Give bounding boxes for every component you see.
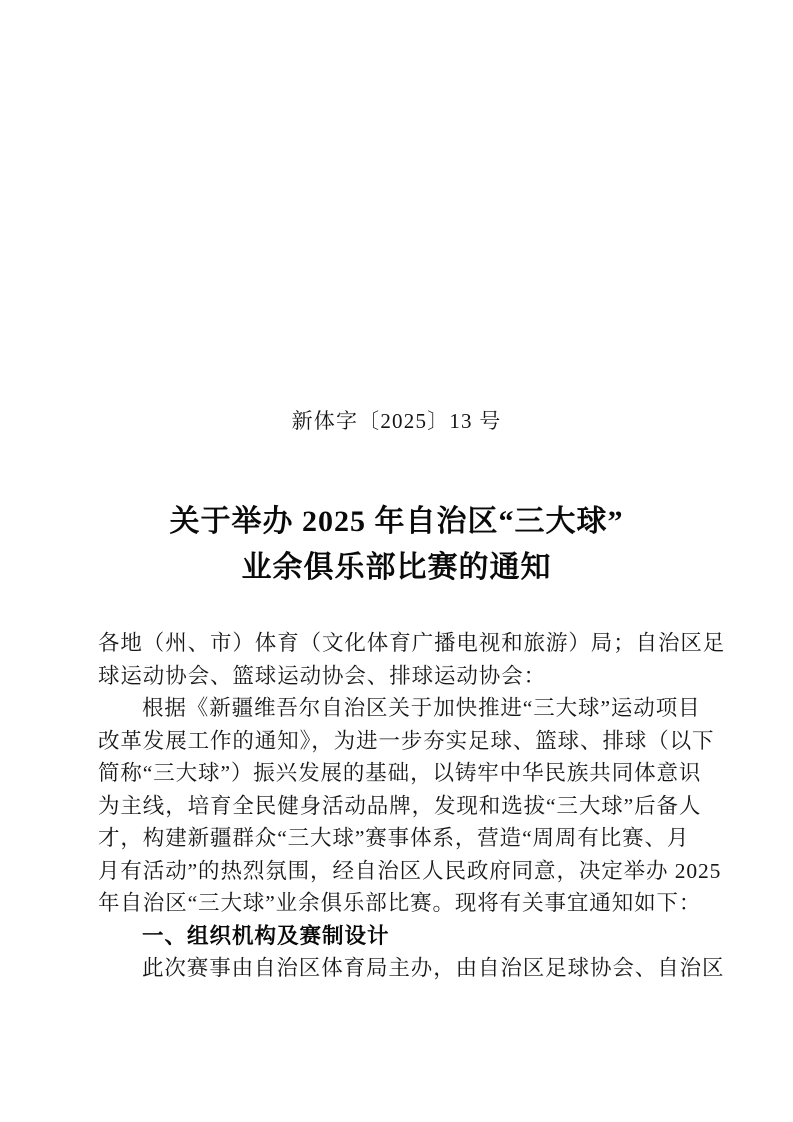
- document-title-line-2: 业余俱乐部比赛的通知: [241, 551, 552, 584]
- section-body-line-1: 此次赛事由自治区体育局主办，由自治区足球协会、自治区: [142, 956, 725, 980]
- addressee-line-1: 各地（州、市）体育（文化体育广播电视和旅游）局；自治区足: [98, 631, 726, 655]
- document-title-line-1: 关于举办 2025 年自治区“三大球”: [169, 505, 624, 538]
- document-title: [0, 499, 793, 591]
- body-line-7: 年自治区“三大球”业余俱乐部比赛。现将有关事宜通知如下：: [98, 891, 702, 915]
- section-heading-1: 一、组织机构及赛制设计: [142, 923, 390, 948]
- document-body: [0, 627, 793, 985]
- body-line-2: 改革发展工作的通知》，为进一步夯实足球、篮球、排球（以下: [98, 728, 715, 753]
- masthead-blank-area: [0, 0, 793, 405]
- body-line-1: 根据《新疆维吾尔自治区关于加快推进“三大球”运动项目: [142, 696, 701, 720]
- body-line-5: 才，构建新疆群众“三大球”赛事体系，营造“周周有比赛、月: [98, 826, 690, 850]
- document-serial-number: 新体字〔2025〕13 号: [291, 409, 502, 433]
- body-line-4: 为主线，培育全民健身活动品牌，发现和选拔“三大球”后备人: [98, 793, 702, 818]
- body-line-6: 月有活动”的热烈氛围，经自治区人民政府同意，决定举办 2025: [98, 858, 722, 883]
- addressee-line-2: 球运动协会、篮球运动协会、排球运动协会：: [98, 663, 547, 688]
- body-line-3: 简称“三大球”）振兴发展的基础，以铸牢中华民族共同体意识: [98, 761, 702, 785]
